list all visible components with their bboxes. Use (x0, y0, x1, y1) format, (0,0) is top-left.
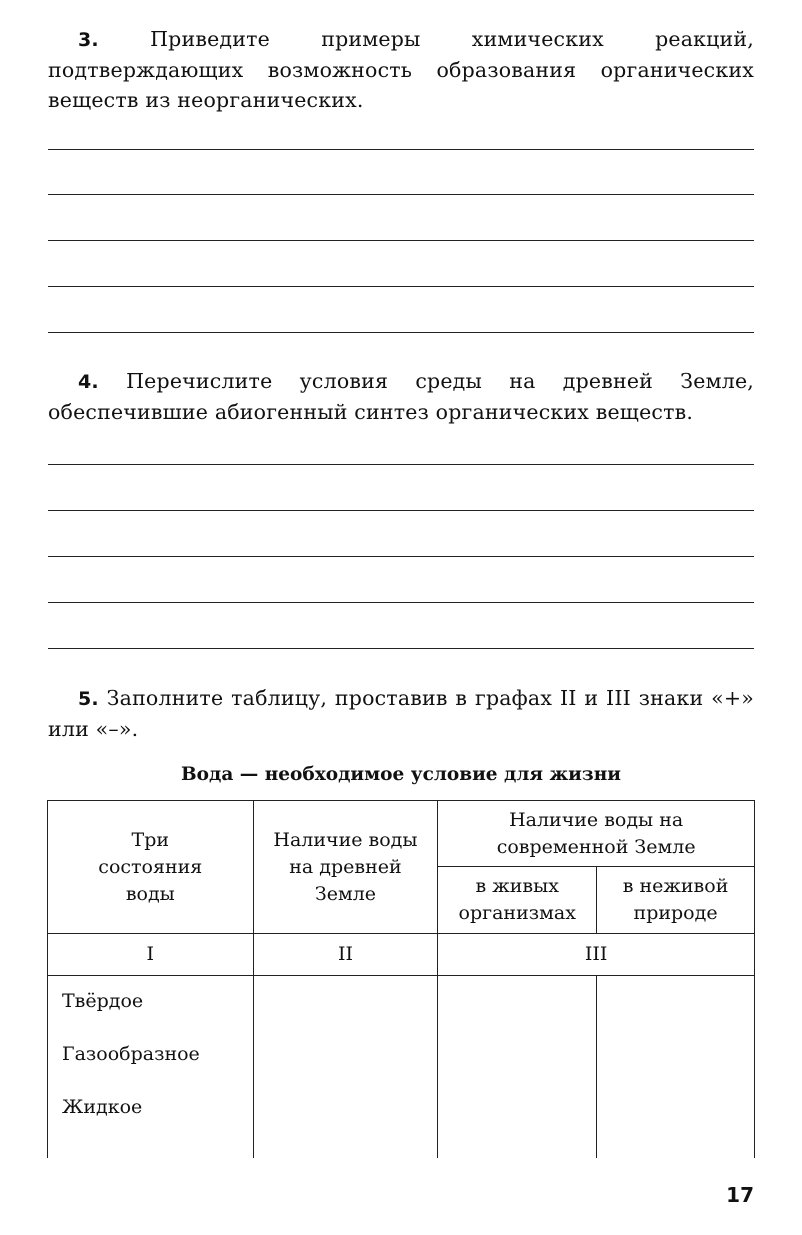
task-3-number: 3. (78, 29, 99, 51)
header-modern-earth-label: Наличие воды на современной Земле (496, 808, 696, 858)
roman-numeral-cell: III (438, 934, 755, 976)
state-gaseous: Газообразное (62, 1043, 200, 1065)
task-4-text: Перечислите условия среды на древней Земле, обеспечившие абиогенный синтез органических веществ. (48, 369, 755, 424)
task-3 (48, 24, 754, 115)
page-number: 17 (726, 1183, 754, 1207)
answer-line[interactable] (48, 194, 754, 195)
task-5-text: Заполните таблицу, проставив в графах II и III знаки «+» или «–». (48, 686, 754, 741)
header-living-organisms (438, 867, 597, 934)
states-column (48, 976, 254, 1158)
task-4-number: 4. (78, 371, 99, 393)
state-solid: Твёрдое (62, 990, 144, 1012)
table-title: Вода — необходимое условие для жизни (181, 764, 621, 785)
roman-numeral-cell: I (48, 934, 254, 976)
roman-numeral-cell: II (253, 934, 438, 976)
header-living-organisms-label: в живых организмах (458, 875, 576, 924)
header-modern-earth (438, 801, 755, 867)
task-4 (48, 366, 754, 427)
answer-line[interactable] (48, 556, 754, 557)
ancient-earth-answer-cell[interactable] (253, 976, 438, 1158)
answer-line[interactable] (48, 149, 754, 150)
header-nonliving-nature (597, 867, 755, 934)
answer-line[interactable] (48, 648, 754, 649)
task-5-number: 5. (78, 688, 99, 710)
answer-line[interactable] (48, 602, 754, 603)
header-three-states (48, 801, 254, 934)
header-nonliving-nature-label: в неживой природе (622, 875, 729, 924)
answer-line[interactable] (48, 464, 754, 465)
header-ancient-earth (253, 801, 438, 934)
answer-line[interactable] (48, 332, 754, 333)
answer-line[interactable] (48, 510, 754, 511)
answer-line[interactable] (48, 286, 754, 287)
state-liquid: Жидкое (62, 1096, 143, 1118)
header-three-states-label: Три состояния воды (98, 828, 203, 905)
task-5 (48, 683, 754, 744)
header-ancient-earth-label: Наличие воды на древней Земле (273, 828, 418, 905)
task-3-text: Приведите примеры химических реакций, подтверждающих возможность образования органических веществ из неорганических. (48, 27, 754, 112)
answer-line[interactable] (48, 240, 754, 241)
nonliving-nature-answer-cell[interactable] (597, 976, 755, 1158)
living-organisms-answer-cell[interactable] (438, 976, 597, 1158)
water-table (47, 800, 755, 1158)
